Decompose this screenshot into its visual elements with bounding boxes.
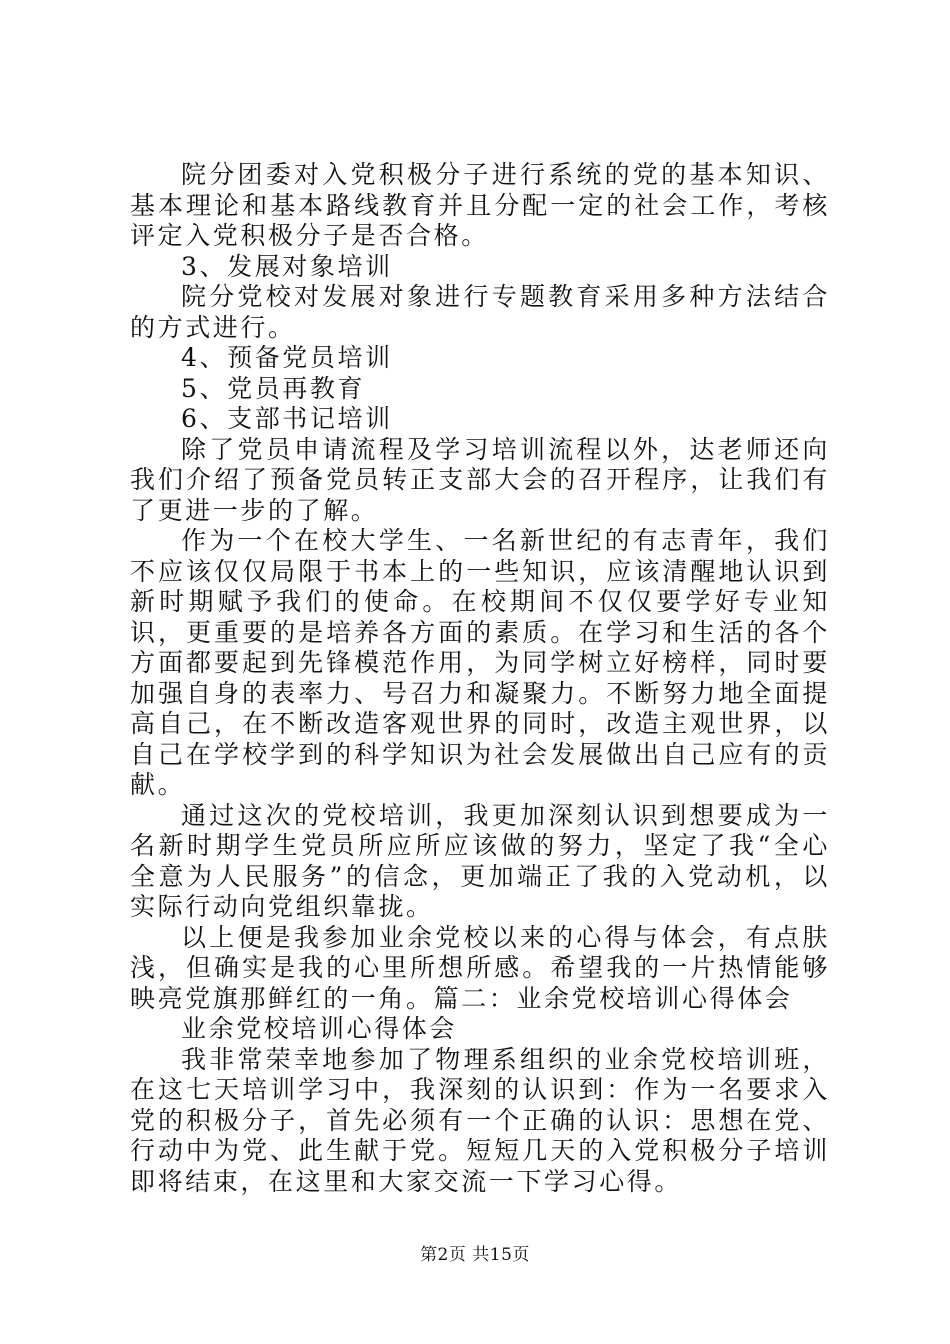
list-item-heading: 3、发展对象培训	[181, 251, 393, 281]
paragraph: 除了党员申请流程及学习培训流程以外，达老师还向我们介绍了预备党员转正支部大会的召开程序，让我们有了更进一步的了解。	[130, 434, 830, 525]
paragraph: 以上便是我参加业余党校以来的心得与体会，有点肤浅，但确实是我的心里所想所感。希望我的一片热情能够映亮党旗那鲜红的一角。篇二：业余党校培训心得体会	[130, 922, 830, 1013]
paragraph: 作为一个在校大学生、一名新世纪的有志青年，我们不应该仅仅局限于书本上的一些知识，应该清醒地认识到新时期赋予我们的使命。在校期间不仅仅要学好专业知识，更重要的是培养各方面的素质。在学习和生活的各个方面都要起到先锋模范作用，为同学树立好榜样，同时要加强自身的表率力、号召力和凝聚力。不断努力地全面提高自己，在不断改造客观世界的同时，改造主观世界，以自己在学校学到的科学知识为社会发展做出自己应有的贡献。	[130, 526, 830, 799]
section-title: 业余党校培训心得体会	[181, 1014, 458, 1043]
list-item-heading: 4、预备党员培训	[181, 343, 393, 372]
list-item-heading: 6、支部书记培训	[181, 404, 393, 433]
list-item-heading: 5、党员再教育	[181, 373, 366, 403]
paragraph: 院分团委对入党积极分子进行系统的党的基本知识、基本理论和基本路线教育并且分配一定的社会工作，考核评定入党积极分子是否合格。	[130, 160, 830, 250]
paragraph: 院分党校对发展对象进行专题教育采用多种方法结合的方式进行。	[130, 282, 830, 342]
paragraph: 通过这次的党校培训，我更加深刻认识到想要成为一名新时期学生党员所应所应该做的努力，坚定了我“全心全意为人民服务”的信念，更加端正了我的入党动机，以实际行动向党组织靠拢。	[130, 800, 830, 921]
page-number-footer: 第2页 共15页	[420, 1245, 530, 1265]
document-body	[130, 160, 830, 1197]
paragraph: 我非常荣幸地参加了物理系组织的业余党校培训班，在这七天培训学习中，我深刻的认识到：作为一名要求入党的积极分子，首先必须有一个正确的认识：思想在党、行动中为党、此生献于党。短短几天的入党积极分子培训即将结束，在这里和大家交流一下学习心得。	[130, 1044, 830, 1196]
